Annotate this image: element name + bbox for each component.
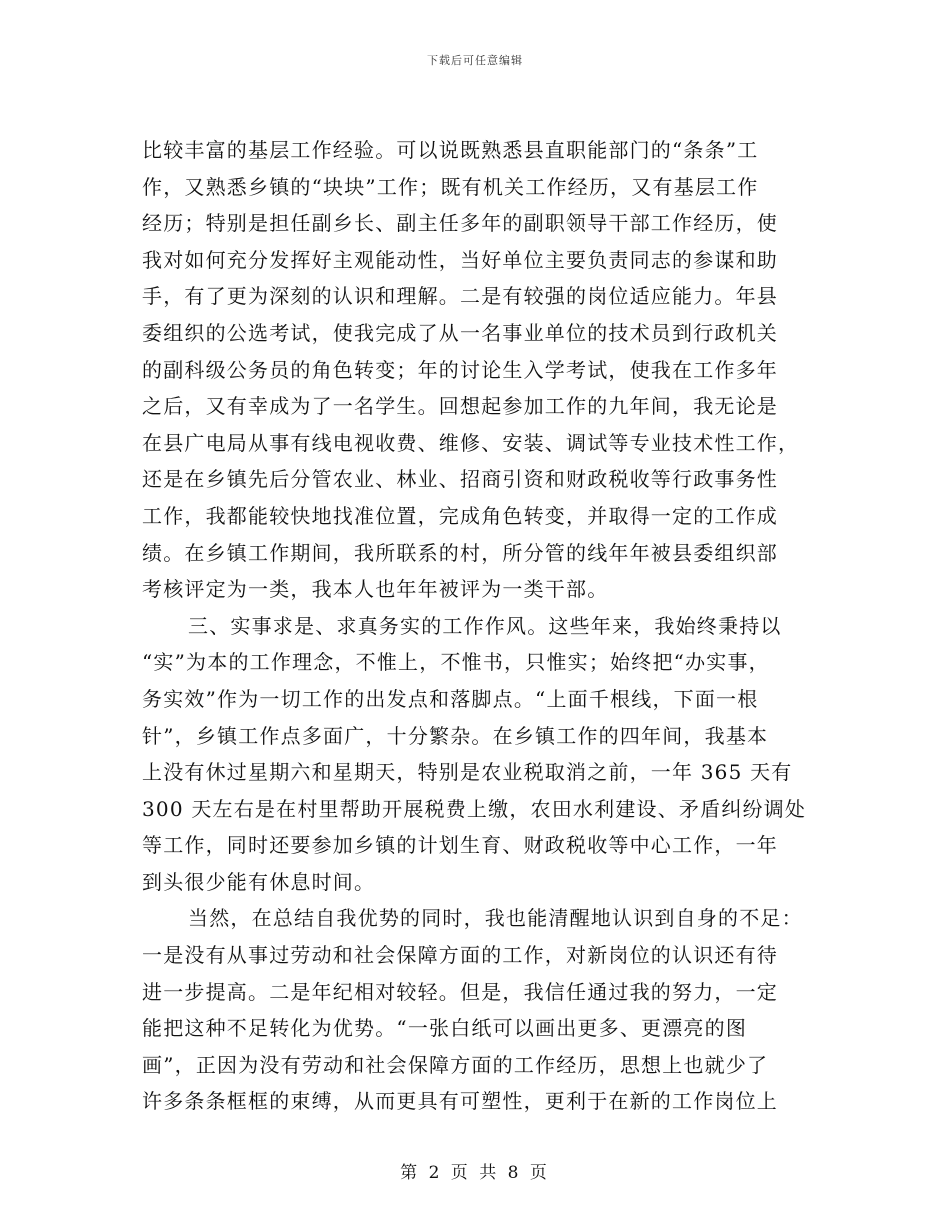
paragraph-start-line: 当然，在总结自我优势的同时，我也能清醒地认识到自身的不足： xyxy=(188,906,803,931)
paragraph-start-line: 三、实事求是、求真务实的工作作风。这些年来，我始终秉持以 xyxy=(188,613,782,638)
page-number: 第 2 页 共 8 页 xyxy=(400,1163,550,1183)
text-line: 之后，又有幸成为了一名学生。回想起参加工作的九年间，我无论是 xyxy=(142,394,778,419)
text-line: 还是在乡镇先后分管农业、林业、招商引资和财政税收等行政事务性 xyxy=(142,467,778,492)
text-line: 画”，正因为没有劳动和社会保障方面的工作经历，思想上也就少了 xyxy=(142,1052,769,1077)
text-line: 的副科级公务员的角色转变；年的讨论生入学考试，使我在工作多年 xyxy=(142,357,778,382)
text-line: 经历；特别是担任副乡长、副主任多年的副职领导干部工作经历，使 xyxy=(142,211,778,236)
text-line: 到头很少能有休息时间。 xyxy=(142,869,376,894)
text-line: 一是没有从事过劳动和社会保障方面的工作，对新岗位的认识还有待 xyxy=(142,943,778,968)
text-line: 在县广电局从事有线电视收费、维修、安装、调试等专业技术性工作， xyxy=(142,430,800,455)
text-line: 针”，乡镇工作点多面广，十分繁杂。在乡镇工作的四年间，我基本 xyxy=(142,723,769,748)
text-line: 上没有休过星期六和星期天，特别是农业税取消之前，一年 365 天有 xyxy=(142,760,793,785)
text-line: 300 天左右是在村里帮助开展税费上缴，农田水利建设、矛盾纠纷调处 xyxy=(142,796,807,821)
text-line: 等工作，同时还要参加乡镇的计划生育、财政税收等中心工作，一年 xyxy=(142,833,778,858)
body-text xyxy=(142,132,808,1120)
text-line: 绩。在乡镇工作期间，我所联系的村，所分管的线年年被县委组织部 xyxy=(142,540,778,565)
text-line: 作，又熟悉乡镇的“块块”工作；既有机关工作经历，又有基层工作 xyxy=(142,174,759,199)
text-line: 许多条条框框的束缚，从而更具有可塑性，更利于在新的工作岗位上 xyxy=(142,1089,778,1114)
text-line: 考核评定为一类，我本人也年年被评为一类干部。 xyxy=(142,577,609,602)
text-line: 能把这种不足转化为优势。“一张白纸可以画出更多、更漂亮的图 xyxy=(142,1016,748,1041)
text-line: 委组织的公选考试，使我完成了从一名事业单位的技术员到行政机关 xyxy=(142,320,778,345)
header-note: 下载后可任意编辑 xyxy=(427,54,523,67)
text-line: 工作，我都能较快地找准位置，完成角色转变，并取得一定的工作成 xyxy=(142,503,778,528)
text-line: 比较丰富的基层工作经验。可以说既熟悉县直职能部门的“条条”工 xyxy=(142,138,759,162)
text-line: 进一步提高。二是年纪相对较轻。但是，我信任通过我的努力，一定 xyxy=(142,979,778,1004)
text-line: 手，有了更为深刻的认识和理解。二是有较强的岗位适应能力。年县 xyxy=(142,284,778,309)
text-line: 务实效”作为一切工作的出发点和落脚点。“上面千根线，下面一根 xyxy=(142,686,759,711)
text-line: “实”为本的工作理念，不惟上，不惟书，只惟实；始终把“办实事， xyxy=(142,650,770,675)
text-line: 我对如何充分发挥好主观能动性，当好单位主要负责同志的参谋和助 xyxy=(142,247,778,272)
